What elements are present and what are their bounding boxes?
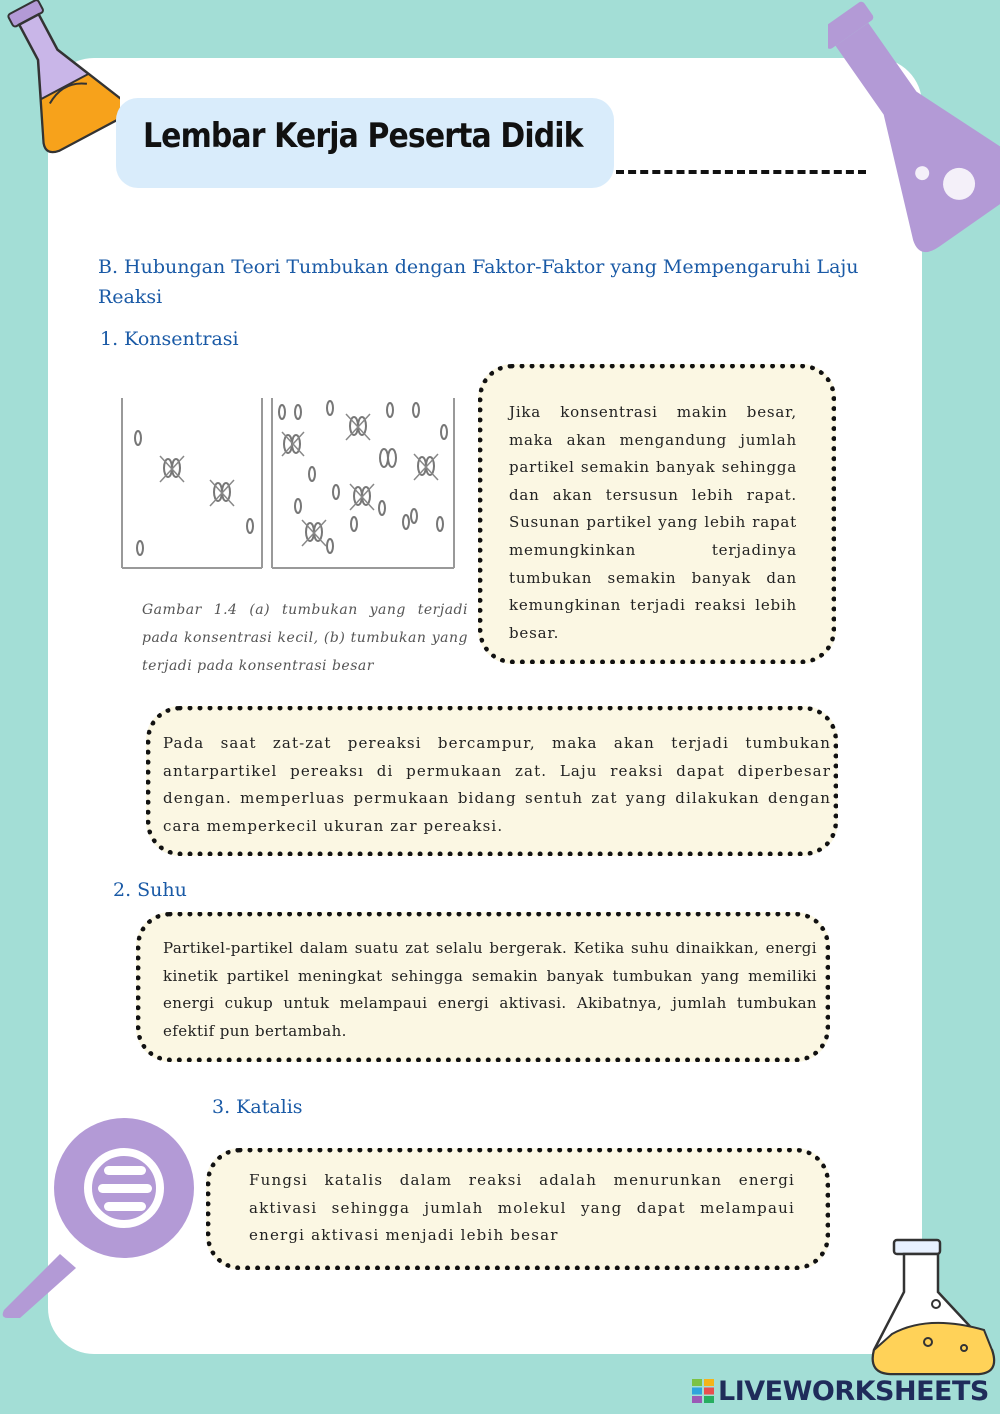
magnifier-icon <box>0 1118 200 1318</box>
liveworksheets-logo[interactable] <box>692 1374 989 1408</box>
katalis-heading: 3. Katalis <box>212 1096 303 1118</box>
suhu-text: Partikel-partikel dalam suatu zat selalu bergerak. Ketika suhu dinaikkan, energi kinetik partikel meningkat sehingga semakin banyak tumbukan yang memiliki energi cukup untuk melampaui energi aktivasi. Akibatnya, jumlah tumbukan efektif pun bertambah. <box>163 939 817 1040</box>
collision-figure <box>100 396 460 572</box>
permukaan-box <box>146 706 838 856</box>
liveworksheets-logo-icon <box>692 1379 714 1403</box>
katalis-box <box>206 1148 830 1270</box>
section-heading: B. Hubungan Teori Tumbukan dengan Faktor-Faktor yang Mempengaruhi Laju Reaksi <box>98 256 859 308</box>
konsentrasi-heading: 1. Konsentrasi <box>100 328 239 350</box>
flask-lavender-icon <box>828 0 1000 260</box>
konsentrasi-box <box>478 364 836 664</box>
suhu-box <box>136 912 830 1062</box>
flask-yellow-icon <box>868 1234 1000 1380</box>
page-title: Lembar Kerja Peserta Didik <box>143 116 583 156</box>
figure-caption: Gambar 1.4 (a) tumbukan yang terjadi pada konsentrasi kecil, (b) tumbukan yang terjadi pada konsentrasi besar <box>142 602 468 674</box>
suhu-heading: 2. Suhu <box>113 879 187 901</box>
liveworksheets-label: LIVEWORKSHEETS <box>718 1375 989 1407</box>
permukaan-text: Pada saat zat-zat pereaksi bercampur, maka akan terjadi tumbukan antarpartikel pereaksı di permukaan zat. Laju reaksi dapat diperbesar dengan. memperluas permukaan bidang sentuh zat yang dilakukan dengan cara memperkecil ukuran zar pereaksi. <box>163 734 831 835</box>
flask-orange-icon <box>0 0 120 155</box>
title-dash-line <box>616 170 866 174</box>
konsentrasi-text: Jika konsentrasi makin besar, maka akan mengandung jumlah partikel semakin banyak sehingga dan akan tersusun lebih rapat. Susunan partikel yang lebih rapat memungkinkan terjadinya tumbukan semakin banyak dan kemungkinan terjadi reaksi lebih besar. <box>509 403 797 642</box>
katalis-text: Fungsi katalis dalam reaksi adalah menurunkan energi aktivasi sehingga jumlah molekul yang dapat melampaui energi aktivasi menjadi lebih besar <box>249 1171 795 1245</box>
